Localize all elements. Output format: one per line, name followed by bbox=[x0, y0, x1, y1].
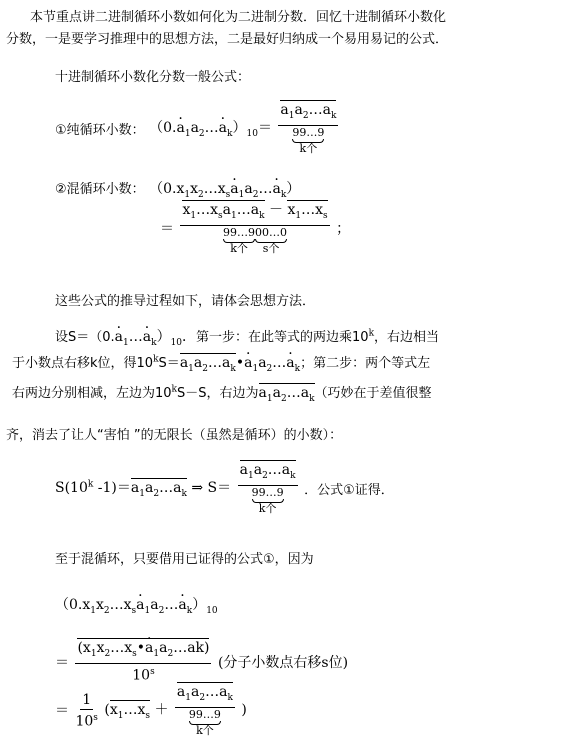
mixed-formula-line1 bbox=[55, 178, 300, 200]
step-line-3: 右两边分别相减，左边为$10^kS-S$，右边为$a_1a_2\dots a_k$（巧妙在于差值很整 bbox=[12, 384, 432, 404]
equation-2: ＝ $\frac{(x_1x_2\dots x_s•a \cdot_1a_2\dots ak)}{10^s}$ (分子小数点右移s位) bbox=[55, 640, 348, 683]
general-heading: 十进制循环小数化分数一般公式： bbox=[55, 70, 251, 85]
mixed-expression: （$0.x_1x_2\dots x_sa$ $\cdot_1a_2\dots a \cdot_k)_{10}$ bbox=[55, 594, 218, 616]
mixed-intro: 至于混循环，只要借用已证得的公式①，因为 bbox=[55, 552, 314, 567]
equation-1-fraction: $a_1a_2\dots a_k$ 99…9 k个 bbox=[239, 462, 296, 515]
derivation-intro: 这些公式的推导过程如下，请体会思想方法． bbox=[55, 294, 316, 309]
step-line-4: 齐，消去了让人“害怕 ”的无限长（虽然是循环）的小数）： bbox=[6, 428, 343, 443]
mixed-label: ②混循环小数： bbox=[55, 182, 145, 197]
mixed-fraction: $x_1\dots x_sa_1\dots a_k$ － $x_1\dots x_s$ 99…9 k个 00…0 s个 bbox=[182, 202, 328, 255]
pure-lhs: $(0.a \cdot_1a_2\dots a \cdot_k)_{10}=$ bbox=[149, 117, 272, 139]
intro-line-2: 分数，一是要学习推理中的思想方法，二是最好归纳成一个易用易记的公式． bbox=[6, 32, 449, 47]
pure-fraction: $a_1a_2\dots a_k$ 99…9 k个 bbox=[280, 102, 337, 155]
intro-line-1: 本节重点讲二进制循环小数如何化为二进制分数．回忆十进制循环小数化 bbox=[30, 10, 447, 25]
equation-3-fraction: $a_1a_2\dots a_k$ 99…9 k个 bbox=[176, 684, 233, 737]
equation-1: S(10$^k$ $-1)=a_1a_2\dots a_k$ ⇒ S＝ $a_1a_2\dots a_k$ 99…9 k个 ．公式①证得． bbox=[55, 462, 394, 515]
step-line-2: 于小数点右移k位，得$10^kS=a_1a_2\dots a_k•a$ $\cdot_1a_2\dots a \cdot_k$；第二步：两个等式左 bbox=[12, 352, 430, 374]
equation-2-fraction: $\frac{(x_1x_2\dots x_s•a \cdot_1a_2\dots ak)}{10^s}$ bbox=[75, 640, 211, 683]
pure-formula bbox=[55, 102, 340, 155]
mixed-lhs: （$0.x_1x_2\dots x_sa$ $\cdot_1a_2\dots a \cdot_k$） bbox=[149, 181, 300, 197]
step-line-1: 设$S=(0.a \cdot_1\dots a \cdot_k)_{10}$．第一步：在此等式的两边乘10$^k$，右边相当 bbox=[55, 326, 439, 348]
equation-3: ＝ $\frac{1}{10^s}$ ($x_1\dots x_s$ ＋ $a_1a_2\dots a_k$ 99…9 k个 ) bbox=[55, 684, 247, 737]
pure-label: ①纯循环小数： bbox=[55, 122, 145, 138]
equation-3-coefficient: $\frac{1}{10^s}$ bbox=[75, 691, 98, 730]
mixed-formula-line2: ＝ $x_1\dots x_sa_1\dots a_k$ － $x_1\dots x_s$ 99…9 k个 00…0 s个 ； bbox=[160, 202, 351, 255]
